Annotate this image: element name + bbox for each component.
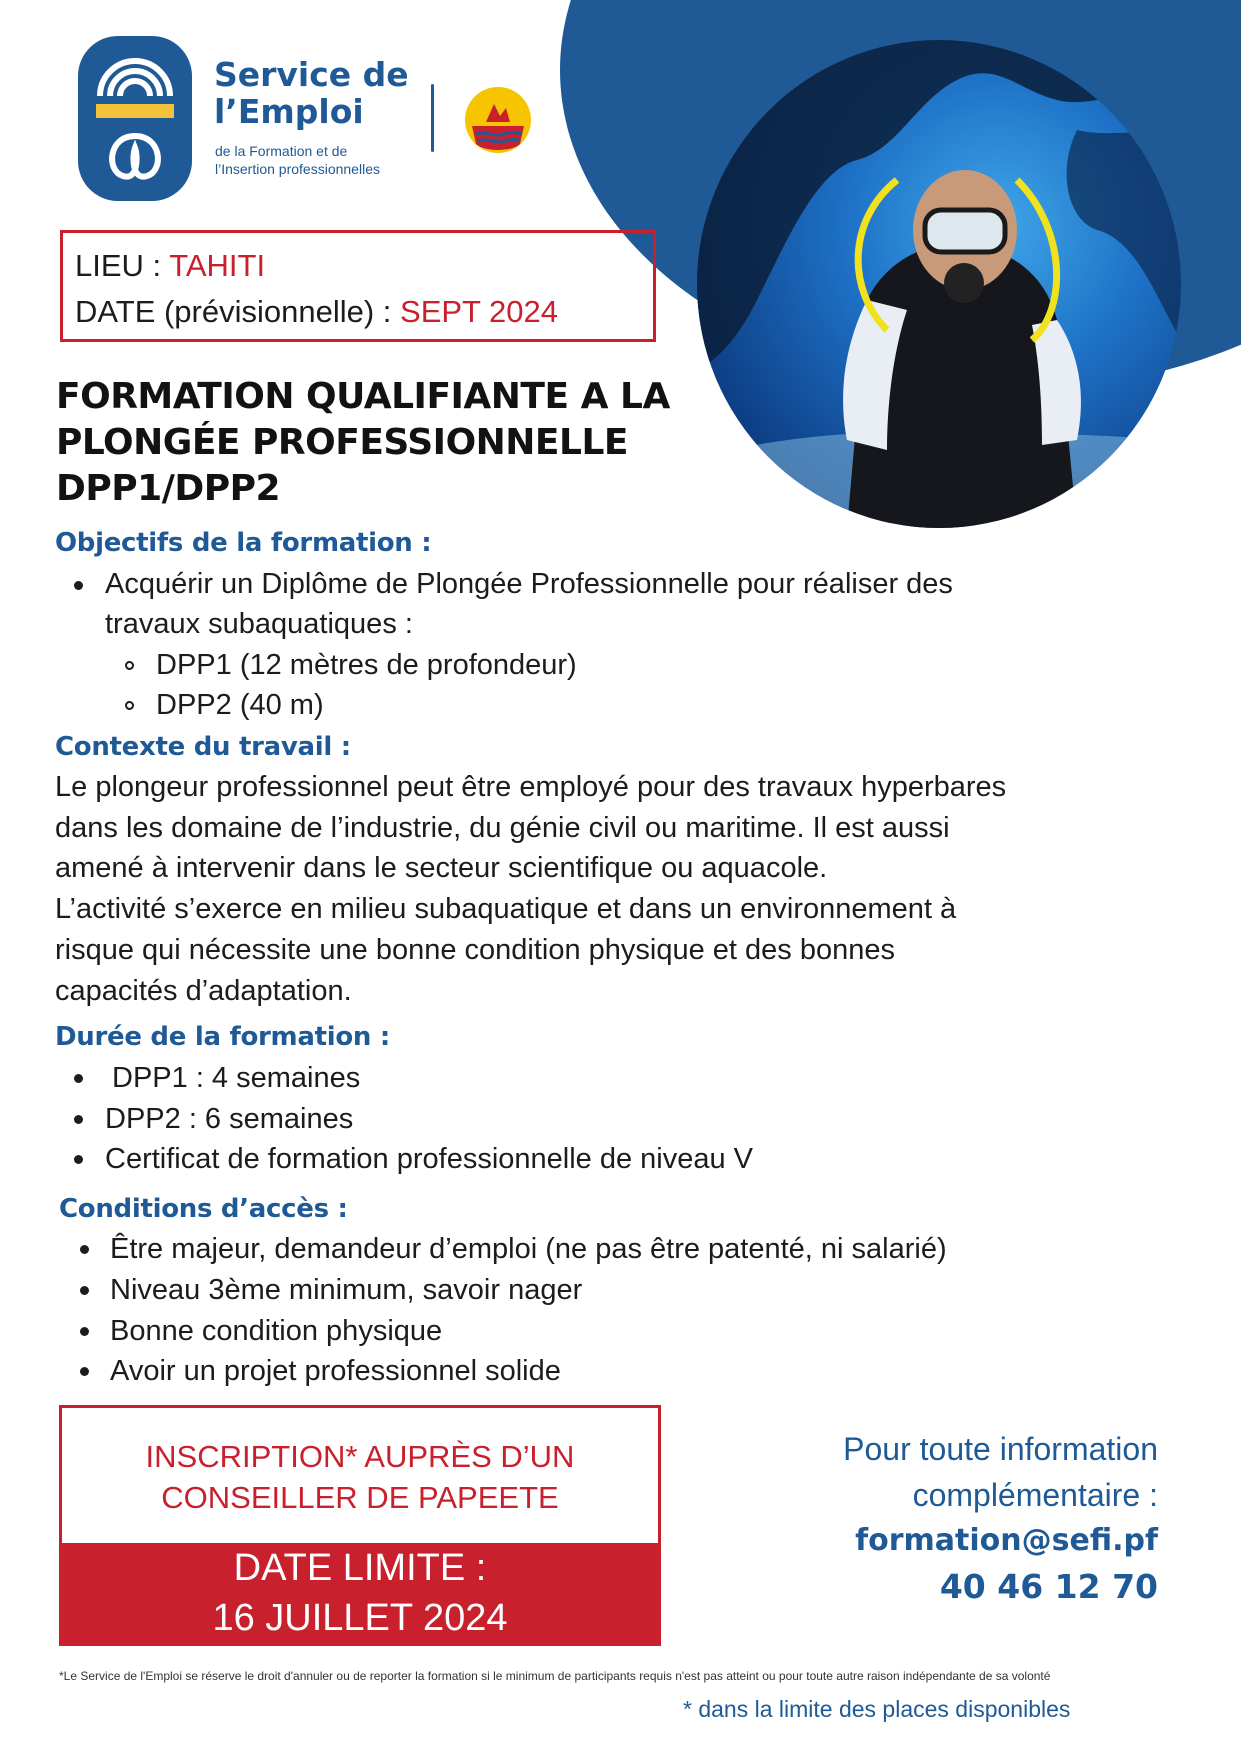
objective-subitem: DPP2 (40 m) [156,689,324,721]
bullet-icon [80,1245,89,1254]
logo-title [214,56,409,130]
title-line2: PLONGÉE PROFESSIONNELLE [56,422,628,463]
context-heading: Contexte du travail : [55,732,351,762]
bullet-icon [80,1286,89,1295]
location-label: LIEU : [75,248,170,283]
date-label: DATE (prévisionnelle) : [75,294,401,329]
bullet-icon [80,1367,89,1376]
location-date-box [60,230,656,342]
duration-item: DPP2 : 6 semaines [105,1103,354,1135]
sub-bullet-icon [125,701,134,710]
condition-item: Avoir un projet professionnel solide [110,1355,561,1387]
objective-subitem: DPP1 (12 mètres de profondeur) [156,649,577,681]
context-paragraph [55,767,1175,1011]
bullet-icon [74,1115,83,1124]
sub-bullet-icon [125,661,134,670]
deadline-banner: DATE LIMITE : 16 JUILLET 2024 [62,1543,658,1643]
bullet-icon [74,581,83,590]
sefi-logo [78,36,192,201]
logo-divider [431,84,434,152]
context-line: amené à intervenir dans le secteur scientifique ou aquacole. [55,852,828,885]
duration-item: Certificat de formation professionnelle de niveau V [105,1143,754,1175]
condition-item: Bonne condition physique [110,1315,443,1347]
date-value: SEPT 2024 [400,294,559,329]
conditions-heading: Conditions d’accès : [59,1194,348,1224]
location-line [75,247,265,285]
contact-email-link[interactable]: formation@sefi.pf [855,1523,1158,1558]
objective-line2: travaux subaquatiques : [105,608,413,640]
condition-item: Niveau 3ème minimum, savoir nager [110,1274,583,1306]
bullet-icon [74,1074,83,1083]
objectives-heading: Objectifs de la formation : [55,528,432,558]
page-title [56,374,696,512]
context-line: Le plongeur professionnel peut être employé pour des travaux hyperbares [55,771,1007,803]
objective-line1: Acquérir un Diplôme de Plongée Professionnelle pour réaliser des [105,568,953,600]
logo-title-line2: l’Emploi [214,92,364,131]
duration-heading: Durée de la formation : [55,1022,390,1052]
bullet-icon [80,1327,89,1336]
title-line3: DPP1/DPP2 [56,468,281,509]
footnote: *Le Service de l'Emploi se réserve le droit d'annuler ou de reporter la formation si le minimum de participants requis n'est pas atteint ou pour toute autre raison indépendante de sa volonté [59,1669,1051,1683]
logo-subtitle [215,142,380,178]
date-line [75,293,558,331]
polynesia-emblem [464,86,532,154]
logo-title-line1: Service de [214,55,409,94]
registration-box [59,1405,661,1646]
contact-phone[interactable]: 40 46 12 70 [939,1567,1158,1606]
context-line: capacités d’adaptation. [55,974,352,1007]
context-line: dans les domaine de l’industrie, du génie civil ou maritime. Il est aussi [55,811,950,844]
contact-block [720,1426,1158,1610]
places-note: * dans la limite des places disponibles [683,1696,1071,1722]
logo-subtitle-line1: de la Formation et de [215,143,348,159]
registration-text: INSCRIPTION* AUPRÈS D’UN CONSEILLER DE PAPEETE [145,1439,575,1515]
duration-item: DPP1 : 4 semaines [112,1062,361,1094]
title-line1: FORMATION QUALIFIANTE A LA [56,376,670,417]
location-value: TAHITI [169,248,266,283]
context-line: risque qui nécessite une bonne condition physique et des bonnes [55,933,895,966]
context-line: L’activité s’exerce en milieu subaquatique et dans un environnement à [55,893,957,926]
contact-lead: Pour toute information complémentaire : [843,1431,1158,1513]
logo-subtitle-line2: l’Insertion professionnelles [215,161,380,177]
condition-item: Être majeur, demandeur d’emploi (ne pas être patenté, ni salarié) [110,1233,947,1265]
bullet-icon [74,1155,83,1164]
diver-photo [697,40,1181,528]
